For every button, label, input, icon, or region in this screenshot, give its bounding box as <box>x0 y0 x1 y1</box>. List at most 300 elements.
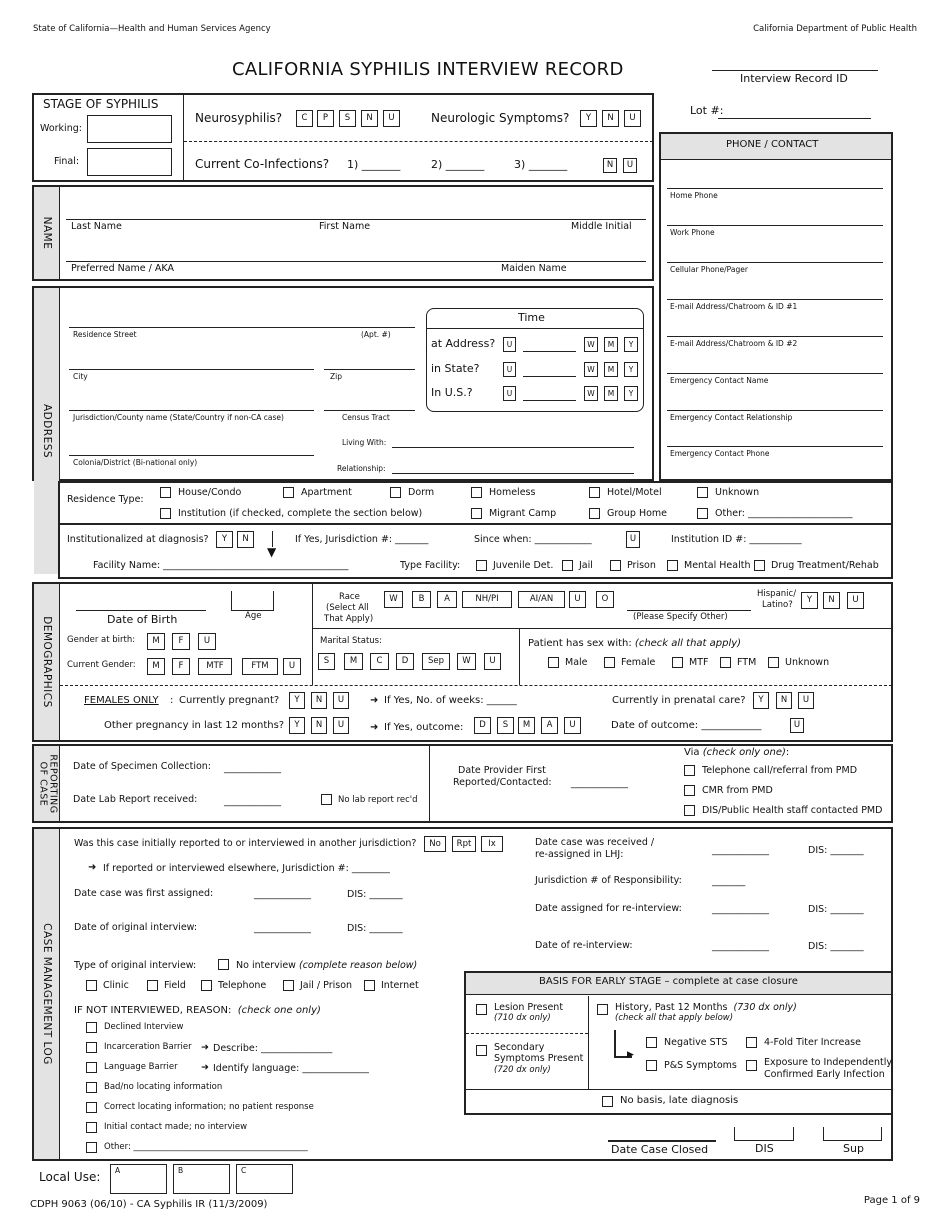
pregnant-option[interactable]: U <box>333 692 349 709</box>
case-management-side-label: CASE MANAGEMENT LOG <box>40 923 53 1065</box>
type-facility-label: Type Facility: <box>400 560 461 571</box>
received-dis[interactable]: DIS: _______ <box>808 845 864 856</box>
residence-type-label: Residence Type: <box>67 494 144 505</box>
females-colon: : <box>170 695 174 706</box>
pregnant-label: Currently pregnant? <box>179 695 280 706</box>
reason-checkbox[interactable] <box>86 1122 97 1133</box>
residence-option-label: Institution (if checked, complete the section below) <box>178 508 423 519</box>
coinfection-2[interactable]: 2) _______ <box>431 158 485 171</box>
residence-option-label: Apartment <box>301 487 352 498</box>
current-gender-option[interactable]: FTM <box>242 658 278 675</box>
age-field[interactable] <box>231 591 274 611</box>
time-row-label: In U.S.? <box>431 386 473 399</box>
facility-type-checkbox[interactable] <box>610 560 621 571</box>
race-option[interactable]: AI/AN <box>518 591 565 608</box>
time-unit-option[interactable]: Y <box>624 362 638 377</box>
time-value-line[interactable] <box>523 351 576 352</box>
inst-jurisdiction[interactable]: If Yes, Jurisdiction #: _______ <box>295 534 429 545</box>
negative-sts-label: Negative STS <box>664 1037 728 1048</box>
residence-checkbox[interactable] <box>697 508 708 519</box>
responsibility-field[interactable]: _______ <box>712 876 746 887</box>
outcome-option[interactable]: D <box>474 717 491 734</box>
jurisdiction-label: Jurisdiction/County name (State/Country if non-CA case) <box>73 413 284 422</box>
contact-line[interactable] <box>667 446 883 447</box>
colonia-label: Colonia/District (Bi-national only) <box>73 458 198 467</box>
received-label-2: re-assigned in LHJ: <box>535 849 624 860</box>
hispanic-option[interactable]: U <box>847 592 864 609</box>
residence-option-label: Group Home <box>607 508 667 519</box>
facility-type-checkbox[interactable] <box>562 560 573 571</box>
other-pregnancy-option[interactable]: N <box>311 717 327 734</box>
type-interview-label: Type of original interview: <box>74 960 197 971</box>
sup-label: Sup <box>843 1142 864 1155</box>
hispanic-label: Hispanic/ <box>757 589 797 599</box>
via-label: DIS/Public Health staff contacted PMD <box>702 805 883 816</box>
name-side-label: NAME <box>40 216 53 250</box>
lot-label: Lot #: <box>690 104 724 117</box>
contact-label: E-mail Address/Chatroom & ID #2 <box>670 339 798 348</box>
inst-since-unknown[interactable]: U <box>626 531 640 548</box>
marital-option[interactable]: Sep <box>422 653 450 670</box>
colonia-line[interactable] <box>69 455 314 456</box>
last-name-label: Last Name <box>71 221 122 232</box>
outcome-label: If Yes, outcome: <box>384 722 464 733</box>
other-pregnancy-option[interactable]: U <box>333 717 349 734</box>
gender-birth-option[interactable]: U <box>198 633 216 650</box>
orig-interview-label: Date of original interview: <box>74 922 198 933</box>
orig-interview-date[interactable]: ____________ <box>254 923 311 934</box>
responsibility-label: Jurisdiction # of Responsibility: <box>535 875 682 886</box>
time-unit-option[interactable]: Y <box>624 337 638 352</box>
street-line[interactable] <box>69 327 415 328</box>
race-option[interactable]: W <box>384 591 403 608</box>
time-unit-option[interactable]: W <box>584 386 598 401</box>
neuro-option[interactable]: C <box>296 110 313 127</box>
secondary-dx: (720 dx only) <box>494 1065 551 1075</box>
inst-since[interactable]: Since when: ____________ <box>474 534 592 545</box>
contact-line[interactable] <box>667 188 883 189</box>
residence-checkbox[interactable] <box>390 487 401 498</box>
jurisdiction-option[interactable]: No <box>424 836 446 852</box>
arrow-icon-3: ➜ <box>88 862 97 873</box>
via-checkbox[interactable] <box>684 765 695 776</box>
via-checkbox[interactable] <box>684 785 695 796</box>
prenatal-option[interactable]: N <box>776 692 792 709</box>
time-unit-option[interactable]: M <box>604 337 618 352</box>
marital-option[interactable]: C <box>370 653 389 670</box>
time-unknown-option[interactable]: U <box>503 386 516 401</box>
reason-checkbox[interactable] <box>86 1022 97 1033</box>
date-closed-label: Date Case Closed <box>611 1143 709 1156</box>
final-label: Final: <box>54 156 80 167</box>
neuro-option[interactable]: S <box>339 110 356 127</box>
lab-date[interactable]: ____________ <box>224 796 281 807</box>
reporting-side-label: REPORTING OF CASE <box>36 753 58 814</box>
marital-option[interactable]: W <box>457 653 476 670</box>
street-label: Residence Street <box>73 330 137 339</box>
reason-label: Language Barrier <box>104 1062 178 1072</box>
time-unknown-option[interactable]: U <box>503 362 516 377</box>
prenatal-option[interactable]: Y <box>753 692 769 709</box>
city-label: City <box>73 372 88 381</box>
outcome-option[interactable]: U <box>564 717 581 734</box>
no-basis-label: No basis, late diagnosis <box>620 1095 739 1106</box>
incarceration-describe[interactable]: Describe: _______________ <box>213 1043 333 1054</box>
current-gender-option[interactable]: MTF <box>198 658 232 675</box>
contact-label: E-mail Address/Chatroom & ID #1 <box>670 302 798 311</box>
time-unit-option[interactable]: W <box>584 362 598 377</box>
sex-with-checkbox[interactable] <box>604 657 615 668</box>
race-option[interactable]: O <box>596 591 614 608</box>
elsewhere-jurisdiction[interactable]: If reported or interviewed elsewhere, Jurisdiction #: ________ <box>103 863 390 874</box>
institution-id[interactable]: Institution ID #: ___________ <box>671 534 802 545</box>
elbow-arrow-icon: ▶ <box>627 1050 634 1060</box>
preferred-name-line[interactable] <box>66 261 646 262</box>
zip-line[interactable] <box>324 369 415 370</box>
residence-option-label: Other: ______________________ <box>715 508 853 519</box>
exposure-checkbox[interactable] <box>746 1060 757 1071</box>
census-line[interactable] <box>324 410 415 411</box>
first-assigned-label: Date case was first assigned: <box>74 888 214 899</box>
marital-option[interactable]: D <box>396 653 414 670</box>
other-pregnancy-label: Other pregnancy in last 12 months? <box>104 720 285 731</box>
symptom-option[interactable]: U <box>624 110 641 127</box>
reason-checkbox[interactable] <box>86 1062 97 1073</box>
prenatal-option[interactable]: U <box>798 692 814 709</box>
latino-label: Latino? <box>762 600 793 610</box>
gender-birth-label: Gender at birth: <box>67 635 136 645</box>
current-gender-option[interactable]: M <box>147 658 165 675</box>
reinterview-dis[interactable]: DIS: _______ <box>808 941 864 952</box>
ps-symptoms-label: P&S Symptoms <box>664 1060 737 1071</box>
interview-type-checkbox[interactable] <box>86 980 97 991</box>
residence-checkbox[interactable] <box>471 508 482 519</box>
interview-type-label: Jail / Prison <box>300 980 353 991</box>
contact-line[interactable] <box>667 336 883 337</box>
name-line[interactable] <box>66 219 646 220</box>
local-use-box-label: C <box>241 1166 247 1175</box>
sex-with-checkbox[interactable] <box>672 657 683 668</box>
contact-line[interactable] <box>667 410 883 411</box>
exposure-label-2: Confirmed Early Infection <box>764 1069 885 1080</box>
contact-line[interactable] <box>667 225 883 226</box>
interview-type-checkbox[interactable] <box>201 980 212 991</box>
reason-checkbox[interactable] <box>86 1082 97 1093</box>
arrow-icon-5: ➜ <box>201 1062 209 1073</box>
current-gender-label: Current Gender: <box>67 660 136 670</box>
page-number: Page 1 of 9 <box>863 1195 920 1206</box>
reason-label: Incarceration Barrier <box>104 1042 192 1052</box>
first-assigned-date[interactable]: ____________ <box>254 889 311 900</box>
race-option[interactable]: U <box>569 591 586 608</box>
race-other-line[interactable] <box>627 610 751 611</box>
sex-with-checkbox[interactable] <box>720 657 731 668</box>
residence-option-label: Hotel/Motel <box>607 487 662 498</box>
facility-type-label: Prison <box>627 560 656 571</box>
coinfection-3[interactable]: 3) _______ <box>514 158 568 171</box>
lesion-label: Lesion Present <box>494 1002 564 1013</box>
coinfection-option[interactable]: U <box>623 158 637 173</box>
first-assigned-dis[interactable]: DIS: _______ <box>347 889 403 900</box>
living-with-label: Living With: <box>342 438 387 447</box>
neuro-option[interactable]: P <box>317 110 334 127</box>
address-side-label: ADDRESS <box>40 403 53 459</box>
contact-label: Cellular Phone/Pager <box>670 265 748 274</box>
facility-type-label: Drug Treatment/Rehab <box>771 560 879 571</box>
residence-option-label: House/Condo <box>178 487 242 498</box>
sex-with-checkbox[interactable] <box>548 657 559 668</box>
residence-option-label: Migrant Camp <box>489 508 557 519</box>
current-gender-option[interactable]: F <box>172 658 190 675</box>
facility-type-label: Jail <box>579 560 593 571</box>
symptom-option[interactable]: Y <box>580 110 597 127</box>
reinterview-date[interactable]: ____________ <box>712 941 769 952</box>
current-gender-option[interactable]: U <box>283 658 301 675</box>
residence-checkbox[interactable] <box>160 508 171 519</box>
sex-with-label: Female <box>621 657 656 668</box>
facility-type-checkbox[interactable] <box>476 560 487 571</box>
history-label: History, Past 12 Months (730 dx only) <box>615 1002 797 1013</box>
negative-sts-checkbox[interactable] <box>646 1037 657 1048</box>
gender-birth-option[interactable]: M <box>147 633 165 650</box>
interview-type-label: Telephone <box>218 980 267 991</box>
q1-label: Was this case initially reported to or interviewed in another jurisdiction? <box>74 838 417 849</box>
contact-line[interactable] <box>667 262 883 263</box>
first-name-label: First Name <box>319 221 371 232</box>
secondary-label: Secondary <box>494 1042 545 1053</box>
form-number: CDPH 9063 (06/10) - CA Syphilis IR (11/3/2009) <box>30 1199 268 1210</box>
residence-checkbox[interactable] <box>589 508 600 519</box>
facility-type-label: Mental Health <box>684 560 751 571</box>
facility-type-label: Juvenile Det. <box>493 560 554 571</box>
residence-checkbox[interactable] <box>160 487 171 498</box>
residence-checkbox[interactable] <box>471 487 482 498</box>
provider-label: Date Provider First <box>458 765 546 776</box>
residence-option-label: Unknown <box>715 487 760 498</box>
reason-label: Bad/no locating information <box>104 1082 223 1092</box>
neuro-symptoms-label: Neurologic Symptoms? <box>431 111 570 125</box>
time-row-label: in State? <box>431 362 480 375</box>
reason-checkbox[interactable] <box>86 1102 97 1113</box>
no-basis-checkbox[interactable] <box>602 1096 613 1107</box>
race-specify-label: (Please Specify Other) <box>633 612 728 622</box>
preferred-name-label: Preferred Name / AKA <box>71 263 174 274</box>
reason-label: Initial contact made; no interview <box>104 1122 248 1132</box>
history-checkbox[interactable] <box>597 1004 608 1015</box>
interview-type-label: Field <box>164 980 186 991</box>
residence-checkbox[interactable] <box>283 487 294 498</box>
outcome-option[interactable]: M <box>518 717 535 734</box>
neuro-option[interactable]: U <box>383 110 400 127</box>
stage-title: STAGE OF SYPHILIS <box>43 97 159 111</box>
final-stage-field[interactable] <box>87 148 172 176</box>
sex-with-label: MTF <box>689 657 709 668</box>
hispanic-option[interactable]: Y <box>801 592 818 609</box>
ps-symptoms-checkbox[interactable] <box>646 1060 657 1071</box>
time-unit-option[interactable]: M <box>604 362 618 377</box>
gender-birth-option[interactable]: F <box>172 633 190 650</box>
secondary-checkbox[interactable] <box>476 1045 487 1056</box>
not-interviewed-label: IF NOT INTERVIEWED, REASON: (check one only) <box>74 1005 321 1016</box>
local-use-box-label: B <box>178 1166 184 1175</box>
reason-checkbox[interactable] <box>86 1042 97 1053</box>
arrow-icon-4: ➜ <box>201 1042 209 1053</box>
contact-line[interactable] <box>667 373 883 374</box>
four-fold-checkbox[interactable] <box>746 1037 757 1048</box>
jurisdiction-option[interactable]: Rpt <box>452 836 476 852</box>
local-use-box-label: A <box>115 1166 121 1175</box>
via-label: CMR from PMD <box>702 785 773 796</box>
interview-type-checkbox[interactable] <box>364 980 375 991</box>
residence-checkbox[interactable] <box>589 487 600 498</box>
prenatal-label: Currently in prenatal care? <box>612 695 746 706</box>
reinterview-assigned-dis[interactable]: DIS: _______ <box>808 904 864 915</box>
reason-label: Correct locating information; no patient response <box>104 1102 314 1112</box>
department-name: California Department of Public Health <box>753 24 917 34</box>
lab-label: Date Lab Report received: <box>73 794 198 805</box>
relationship-line[interactable] <box>392 473 634 474</box>
contact-title: PHONE / CONTACT <box>726 139 819 150</box>
marital-label: Marital Status: <box>320 636 382 646</box>
via-checkbox[interactable] <box>684 805 695 816</box>
pregnant-option[interactable]: N <box>311 692 327 709</box>
reason-checkbox[interactable] <box>86 1142 97 1153</box>
city-line[interactable] <box>69 369 314 370</box>
race-option[interactable]: A <box>437 591 457 608</box>
sex-with-label: FTM <box>737 657 757 668</box>
outcome-option[interactable]: S <box>497 717 514 734</box>
received-date[interactable]: ____________ <box>712 845 769 856</box>
received-label: Date case was received / <box>535 837 655 848</box>
race-option[interactable]: B <box>412 591 431 608</box>
form-title: CALIFORNIA SYPHILIS INTERVIEW RECORD <box>232 59 624 80</box>
jurisdiction-option[interactable]: Ix <box>481 836 503 852</box>
relationship-label: Relationship: <box>337 464 386 473</box>
orig-interview-dis[interactable]: DIS: _______ <box>347 923 403 934</box>
age-label: Age <box>245 611 262 621</box>
via-label: Via (check only one): <box>684 747 790 758</box>
record-id-line[interactable] <box>712 70 878 71</box>
history-note: (check all that apply below) <box>615 1013 734 1023</box>
time-unit-option[interactable]: Y <box>624 386 638 401</box>
via-label: Telephone call/referral from PMD <box>702 765 858 776</box>
no-interview-label: No interview (complete reason below) <box>236 960 418 971</box>
neuro-option[interactable]: N <box>361 110 378 127</box>
time-unit-option[interactable]: M <box>604 386 618 401</box>
weeks-field[interactable]: If Yes, No. of weeks: ______ <box>384 695 517 706</box>
working-stage-field[interactable] <box>87 115 172 143</box>
four-fold-label: 4-Fold Titer Increase <box>764 1037 861 1048</box>
dis-closed-label: DIS <box>755 1142 774 1155</box>
outcome-unknown-option[interactable]: U <box>790 718 804 733</box>
sex-with-label: Unknown <box>785 657 830 668</box>
lot-line[interactable] <box>718 118 871 119</box>
dob-label: Date of Birth <box>107 613 178 626</box>
females-only-label: FEMALES ONLY <box>84 695 159 706</box>
facility-type-checkbox[interactable] <box>667 560 678 571</box>
facility-name[interactable]: Facility Name: _______________________________________ <box>93 560 349 571</box>
sexwith-label: Patient has sex with: (check all that apply) <box>528 638 742 649</box>
time-value-line[interactable] <box>523 400 576 401</box>
exposure-label: Exposure to Independently <box>764 1057 893 1068</box>
residence-checkbox[interactable] <box>697 487 708 498</box>
date-outcome[interactable]: Date of outcome: ____________ <box>611 720 762 731</box>
agency-name: State of California—Health and Human Services Agency <box>33 24 271 34</box>
specimen-date[interactable]: ____________ <box>224 763 281 774</box>
living-with-line[interactable] <box>392 447 634 448</box>
arrow-icon: ➜ <box>370 695 379 706</box>
marital-option[interactable]: U <box>484 653 501 670</box>
time-value-line[interactable] <box>523 376 576 377</box>
pregnant-option[interactable]: Y <box>289 692 305 709</box>
sex-with-label: Male <box>565 657 588 668</box>
reinterview-assigned-date[interactable]: ____________ <box>712 904 769 915</box>
record-id-label: Interview Record ID <box>740 72 848 85</box>
institutionalized-no[interactable]: N <box>237 531 254 548</box>
working-label: Working: <box>40 123 82 134</box>
jurisdiction-line[interactable] <box>69 410 314 411</box>
identify-language[interactable]: Identify language: ______________ <box>213 1063 369 1074</box>
sex-with-checkbox[interactable] <box>768 657 779 668</box>
race-label-2: (Select All <box>326 603 369 613</box>
dis-closed-field[interactable] <box>734 1127 794 1141</box>
facility-type-checkbox[interactable] <box>754 560 765 571</box>
interview-type-label: Clinic <box>103 980 129 991</box>
contact-label: Home Phone <box>670 191 718 200</box>
contact-label: Work Phone <box>670 228 715 237</box>
reason-label: Declined Interview <box>104 1022 184 1032</box>
institutionalized-label: Institutionalized at diagnosis? <box>67 534 209 545</box>
coinfection-option[interactable]: N <box>603 158 617 173</box>
sup-field[interactable] <box>823 1127 882 1141</box>
hispanic-option[interactable]: N <box>823 592 840 609</box>
symptom-option[interactable]: N <box>602 110 619 127</box>
other-pregnancy-option[interactable]: Y <box>289 717 305 734</box>
race-label: Race <box>339 592 360 602</box>
secondary-label-2: Symptoms Present <box>494 1053 584 1064</box>
no-lab-checkbox[interactable] <box>321 794 332 805</box>
race-option[interactable]: NH/PI <box>462 591 512 608</box>
interview-type-checkbox[interactable] <box>283 980 294 991</box>
no-interview-checkbox[interactable] <box>218 959 229 970</box>
time-unknown-option[interactable]: U <box>503 337 516 352</box>
no-lab-label: No lab report rec'd <box>338 795 418 805</box>
date-closed-line[interactable] <box>608 1140 716 1142</box>
outcome-option[interactable]: A <box>541 717 558 734</box>
reinterview-assigned-label: Date assigned for re-interview: <box>535 903 682 914</box>
lesion-dx: (710 dx only) <box>494 1013 551 1023</box>
demographics-side-label: DEMOGRAPHICS <box>40 616 53 708</box>
lesion-checkbox[interactable] <box>476 1004 487 1015</box>
residence-option-label: Dorm <box>408 487 435 498</box>
coinfection-1[interactable]: 1) _______ <box>347 158 401 171</box>
zip-label: Zip <box>330 372 342 381</box>
marital-option[interactable]: M <box>344 653 363 670</box>
marital-option[interactable]: S <box>318 653 335 670</box>
provider-date[interactable]: ____________ <box>571 778 628 789</box>
apt-label: (Apt. #) <box>361 330 391 339</box>
interview-type-checkbox[interactable] <box>147 980 158 991</box>
institutionalized-yes[interactable]: Y <box>216 531 233 548</box>
dob-line[interactable] <box>76 610 206 611</box>
time-row-label: at Address? <box>431 337 496 350</box>
reason-label: Other: _________________________________________ <box>104 1142 308 1152</box>
interview-type-label: Internet <box>381 980 419 991</box>
neurosyphilis-label: Neurosyphilis? <box>195 111 283 125</box>
time-unit-option[interactable]: W <box>584 337 598 352</box>
contact-line[interactable] <box>667 299 883 300</box>
maiden-name-label: Maiden Name <box>501 263 567 274</box>
